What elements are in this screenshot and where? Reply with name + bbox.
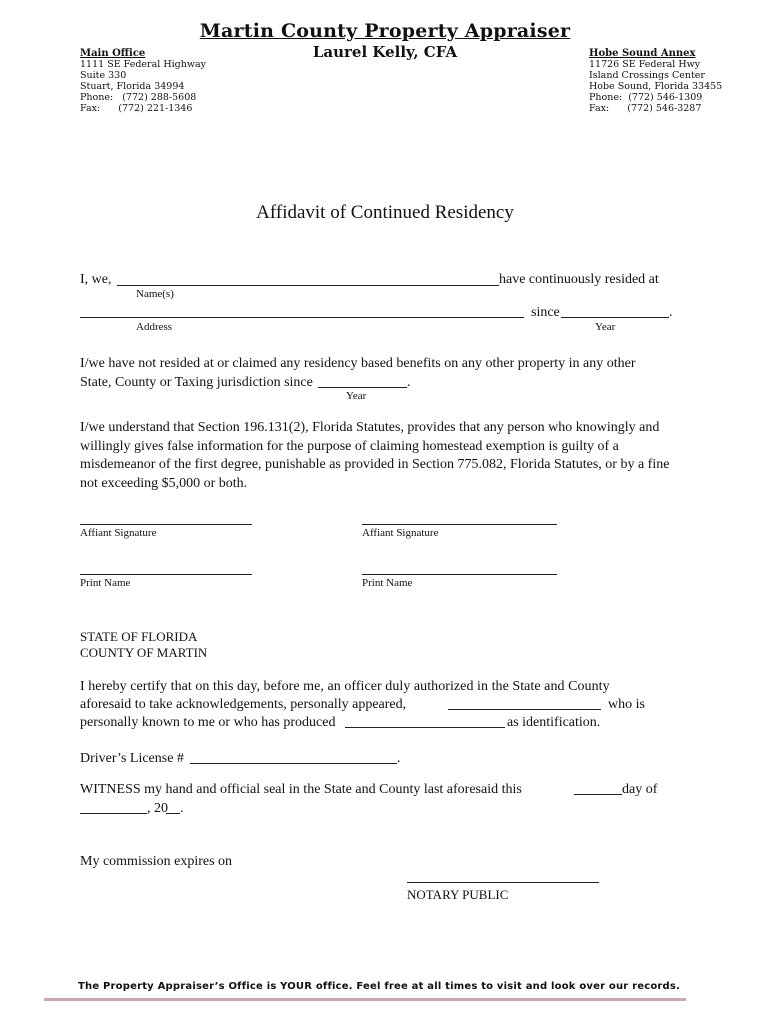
address-field[interactable] [80,317,524,318]
main-office-line: 1111 SE Federal Highway [80,59,207,70]
print-name-field-2[interactable] [362,574,557,575]
annex-office-line: Hobe Sound, Florida 33455 [589,81,723,92]
main-office-line: Fax: (772) 221-1346 [80,103,193,114]
notary-signature-field[interactable] [407,882,599,883]
iwe-label: I, we, [80,272,112,287]
witness-line2: , 20 [147,801,168,816]
annex-office-line: Phone: (772) 546-1309 [589,92,703,103]
agency-title: Martin County Property Appraiser [199,20,571,42]
certify-line1: I hereby certify that on this day, before me, an officer duly authorized in the State and County [80,679,610,694]
affiant-signature-field-2[interactable] [362,524,557,525]
document-title: Affidavit of Continued Residency [256,202,514,223]
print-name-caption-1: Print Name [80,577,131,589]
annex-office-line: 11726 SE Federal Hwy [589,59,701,70]
jurisdiction-year-field[interactable] [318,387,407,388]
affiant-signature-caption-1: Affiant Signature [80,527,157,539]
statute-paragraph: I/we understand that Section 196.131(2), Florida Statutes, provides that any person who knowingly and willingly gives false information for the purpose of claiming homestead exemption is guilty of a misdemeanor of the first degree, punishable as provided in Section 775.082, Florida Statutes, or by a fine not exceeding $5,000 or both. [80,420,670,491]
witness-line1a: WITNESS my hand and official seal in the State and County last aforesaid this [80,782,522,797]
affiant-signature-field-1[interactable] [80,524,252,525]
drivers-license-label: Driver’s License # [80,751,184,766]
main-office-block [80,48,206,114]
main-office-line: Stuart, Florida 34994 [80,81,185,92]
appraiser-name: Laurel Kelly, CFA [312,43,458,61]
main-office-name: Main Office [80,48,146,59]
appeared-name-field[interactable] [448,709,601,710]
identification-field[interactable] [345,727,505,728]
resided-text: have continuously resided at [499,272,659,287]
names-field[interactable] [117,285,499,286]
certify-line2a: aforesaid to take acknowledgements, personally appeared, [80,697,407,712]
footer-divider [44,998,686,1001]
drivers-license-field[interactable] [190,763,397,764]
notary-public-caption: NOTARY PUBLIC [407,887,509,902]
names-caption: Name(s) [136,288,174,300]
affiant-signature-caption-2: Affiant Signature [362,527,439,539]
certify-line2b: who is [608,697,645,712]
address-caption: Address [136,321,173,333]
certify-line3b: as identification. [507,715,601,730]
certify-line3a: personally known to me or who has produced [80,715,336,730]
since-label: since [531,305,560,320]
witness-month-field[interactable] [80,813,147,814]
year-caption-2: Year [346,390,367,402]
annex-office-line: Fax: (772) 546-3287 [589,103,702,114]
annex-office-line: Island Crossings Center [589,70,705,81]
main-office-line: Phone: (772) 288-5608 [80,92,197,103]
notary-state: STATE OF FLORIDA [80,629,198,644]
print-name-field-1[interactable] [80,574,252,575]
not-resided-line1: I/we have not resided at or claimed any residency based benefits on any other property in any other [80,356,636,371]
main-office-line: Suite 330 [80,70,127,81]
print-name-caption-2: Print Name [362,577,413,589]
witness-day-field[interactable] [574,794,622,795]
commission-expires: My commission expires on [80,854,233,869]
witness-line1b: day of [622,782,658,797]
not-resided-line2: State, County or Taxing jurisdiction since [80,375,313,390]
since-year-field[interactable] [561,317,669,318]
year-caption: Year [595,321,616,333]
notary-county: COUNTY OF MARTIN [80,645,208,660]
witness-year-field[interactable] [166,813,180,814]
annex-office-name: Hobe Sound Annex [589,48,696,59]
annex-office-block [589,48,722,114]
footer-note: The Property Appraiser’s Office is YOUR office. Feel free at all times to visit and look over our records. [78,981,681,992]
